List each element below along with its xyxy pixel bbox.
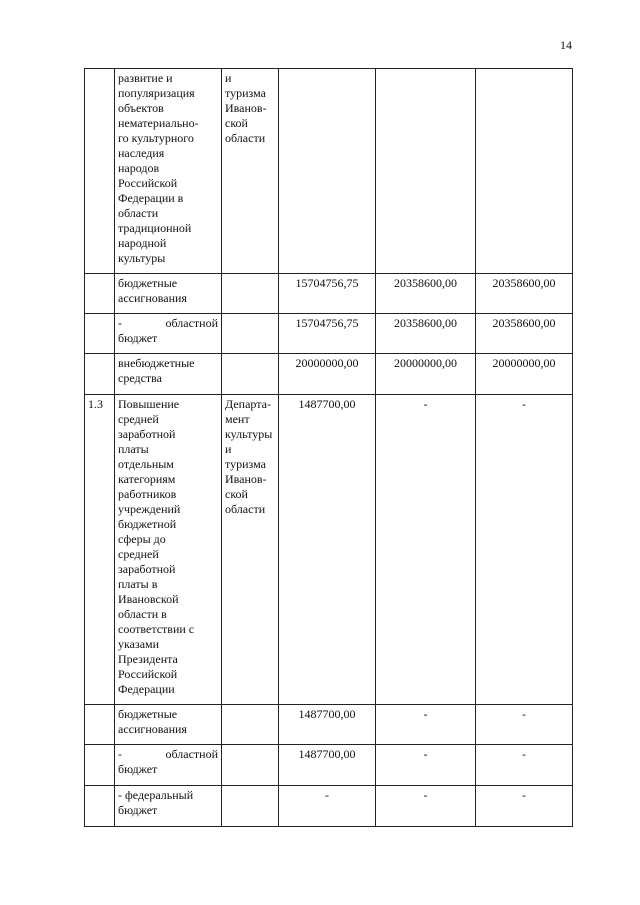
value-year2-cell: - <box>376 786 476 827</box>
value-year3-cell <box>476 69 573 274</box>
value-year2-cell <box>376 69 476 274</box>
table-row <box>85 745 573 786</box>
value-year1-cell <box>279 69 376 274</box>
table-row <box>85 274 573 314</box>
activity-name-cell <box>115 314 222 354</box>
executor-cell <box>222 354 279 395</box>
value-year1-cell: 1487700,00 <box>279 705 376 745</box>
value-year1-cell: - <box>279 786 376 827</box>
table-row <box>85 395 573 705</box>
budget-text: бюджет <box>118 331 158 345</box>
activity-name-cell: внебюджетные средства <box>115 354 222 395</box>
value-year3-cell: 20358600,00 <box>476 274 573 314</box>
activity-name-cell: Повышение средней заработной платы отдельным категориям работников учреждений бюджетной сферы до средней заработной платы в Ивановской области в соответствии с указами Президента Российской Федерации <box>115 395 222 705</box>
row-number-cell: 1.3 <box>85 395 115 705</box>
value-year3-cell: - <box>476 745 573 786</box>
activity-name-cell <box>115 745 222 786</box>
regional-text: областной <box>165 747 218 761</box>
table-row <box>85 705 573 745</box>
value-year1-cell: 1487700,00 <box>279 745 376 786</box>
value-year1-cell: 15704756,75 <box>279 274 376 314</box>
dash-text: - <box>118 747 122 761</box>
regional-text: областной <box>165 316 218 330</box>
value-year2-cell: 20358600,00 <box>376 314 476 354</box>
activity-name-cell: бюджетные ассигнования <box>115 705 222 745</box>
table-row <box>85 69 573 274</box>
value-year1-cell: 1487700,00 <box>279 395 376 705</box>
table-row <box>85 314 573 354</box>
value-year2-cell: - <box>376 395 476 705</box>
row-number-cell <box>85 745 115 786</box>
executor-cell: и туризма Иванов- ской области <box>222 69 279 274</box>
row-number-cell <box>85 274 115 314</box>
value-year2-cell: - <box>376 705 476 745</box>
row-number-cell <box>85 786 115 827</box>
row-number-cell <box>85 314 115 354</box>
value-year3-cell: - <box>476 705 573 745</box>
value-year1-cell: 15704756,75 <box>279 314 376 354</box>
activity-name-cell: развитие и популяризация объектов нематериально- го культурного наследия народов Российской Федерации в области традиционной народной культуры <box>115 69 222 274</box>
page-number: 14 <box>560 38 572 52</box>
value-year1-cell: 20000000,00 <box>279 354 376 395</box>
budget-text: бюджет <box>118 762 158 776</box>
value-year3-cell: 20000000,00 <box>476 354 573 395</box>
activity-name-cell: - федеральный бюджет <box>115 786 222 827</box>
row-number-cell <box>85 354 115 395</box>
value-year2-cell: 20000000,00 <box>376 354 476 395</box>
table-row <box>85 354 573 395</box>
dash-text: - <box>118 316 122 330</box>
executor-cell <box>222 705 279 745</box>
executor-cell <box>222 745 279 786</box>
value-year3-cell: - <box>476 786 573 827</box>
executor-cell <box>222 786 279 827</box>
table-row <box>85 786 573 827</box>
executor-cell <box>222 314 279 354</box>
value-year3-cell: 20358600,00 <box>476 314 573 354</box>
row-number-cell <box>85 69 115 274</box>
activity-name-cell: бюджетные ассигнования <box>115 274 222 314</box>
value-year3-cell: - <box>476 395 573 705</box>
row-number-cell <box>85 705 115 745</box>
executor-cell: Департа- мент культуры и туризма Иванов- ской области <box>222 395 279 705</box>
budget-table <box>84 68 573 827</box>
executor-cell <box>222 274 279 314</box>
value-year2-cell: - <box>376 745 476 786</box>
value-year2-cell: 20358600,00 <box>376 274 476 314</box>
